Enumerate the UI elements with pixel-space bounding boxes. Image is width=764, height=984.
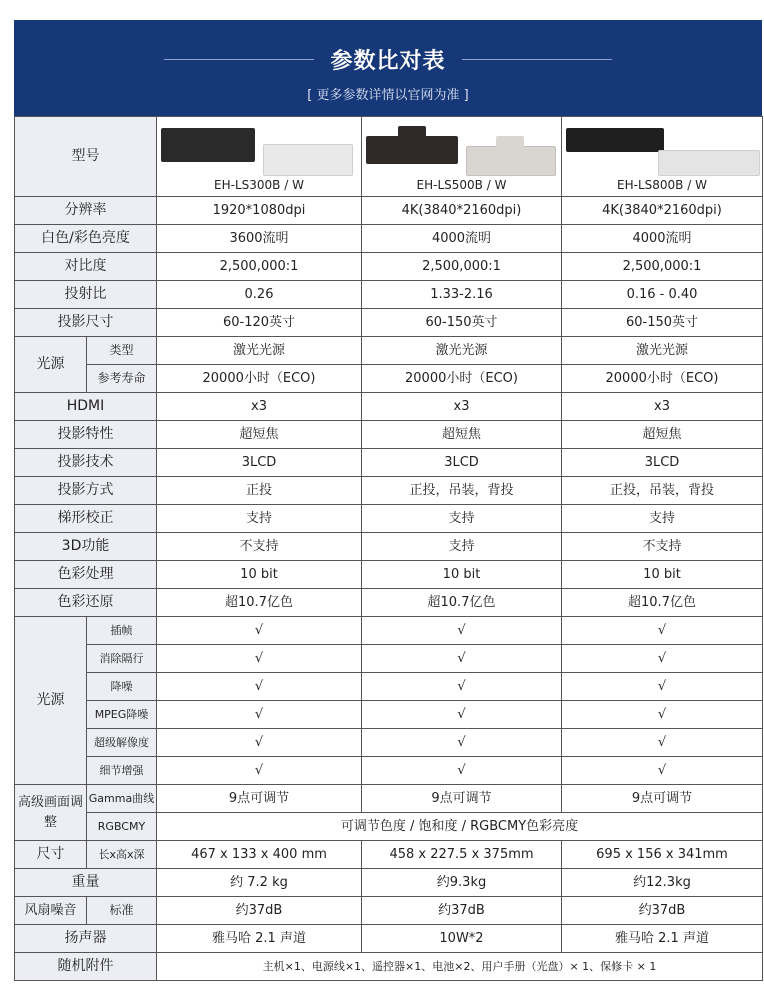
light-life-value: 20000小时（ECO): [362, 365, 562, 393]
color-proc-value: 10 bit: [562, 561, 763, 589]
light-life-value: 20000小时（ECO): [562, 365, 763, 393]
check-mark: √: [362, 757, 562, 785]
row-fan-noise: [15, 897, 763, 925]
proj-tech-value: 3LCD: [362, 449, 562, 477]
brightness-value: 4000流明: [562, 225, 763, 253]
speaker-value: 雅马哈 2.1 声道: [562, 925, 763, 953]
row-speaker: [15, 925, 763, 953]
gamma-value: 9点可调节: [362, 785, 562, 813]
row-deinterlace: [15, 645, 763, 673]
label-super-res: 超级解像度: [87, 729, 157, 757]
color-proc-value: 10 bit: [157, 561, 362, 589]
product-image-1: [157, 124, 361, 178]
row-light-type: [15, 337, 763, 365]
check-mark: √: [157, 701, 362, 729]
check-mark: √: [562, 617, 763, 645]
row-throw-ratio: [15, 281, 763, 309]
screen-size-value: 60-120英寸: [157, 309, 362, 337]
title-rule-right: [462, 59, 612, 60]
label-noise-red: 降噪: [87, 673, 157, 701]
keystone-value: 支持: [157, 505, 362, 533]
product-image-2: [362, 124, 561, 178]
label-frame-interp: 插帧: [87, 617, 157, 645]
proj-feature-value: 超短焦: [157, 421, 362, 449]
label-keystone: 梯形校正: [15, 505, 157, 533]
proj-mode-value: 正投，吊装，背投: [562, 477, 763, 505]
weight-value: 约12.3kg: [562, 869, 763, 897]
label-color-repro: 色彩还原: [15, 589, 157, 617]
color-repro-value: 超10.7亿色: [362, 589, 562, 617]
contrast-value: 2,500,000:1: [157, 253, 362, 281]
size-value: 458 x 227.5 x 375mm: [362, 841, 562, 869]
page-title: 参数比对表: [330, 49, 446, 74]
rgbcmy-value: 可调节色度 / 饱和度 / RGBCMY色彩亮度: [157, 813, 763, 841]
resolution-value: 1920*1080dpi: [157, 197, 362, 225]
row-noise-red: [15, 673, 763, 701]
model-cell-3: [562, 117, 763, 197]
check-mark: √: [157, 729, 362, 757]
size-value: 695 x 156 x 341mm: [562, 841, 763, 869]
label-deinterlace: 消除隔行: [87, 645, 157, 673]
resolution-value: 4K(3840*2160dpi): [362, 197, 562, 225]
check-mark: √: [157, 617, 362, 645]
proj-feature-value: 超短焦: [562, 421, 763, 449]
model-cell-1: [157, 117, 362, 197]
screen-size-value: 60-150英寸: [562, 309, 763, 337]
color-repro-value: 超10.7亿色: [157, 589, 362, 617]
throw-ratio-value: 1.33-2.16: [362, 281, 562, 309]
fan-noise-value: 约37dB: [362, 897, 562, 925]
model-name: EH-LS300B / W: [214, 178, 304, 192]
fan-noise-value: 约37dB: [562, 897, 763, 925]
row-3d: [15, 533, 763, 561]
label-accessories: 随机附件: [15, 953, 157, 981]
light-type-value: 激光光源: [562, 337, 763, 365]
projector-black-image: [161, 128, 255, 162]
proj-feature-value: 超短焦: [362, 421, 562, 449]
proj-mode-value: 正投，吊装，背投: [362, 477, 562, 505]
check-mark: √: [362, 729, 562, 757]
proj-tech-value: 3LCD: [562, 449, 763, 477]
label-fan-noise: 风扇噪音: [15, 897, 87, 925]
label-hdmi: HDMI: [15, 393, 157, 421]
row-model: [15, 117, 763, 197]
check-mark: √: [562, 729, 763, 757]
model-cell-2: [362, 117, 562, 197]
label-detail-enh: 细节增强: [87, 757, 157, 785]
label-fan-std: 标准: [87, 897, 157, 925]
spec-table: [14, 116, 763, 981]
check-mark: √: [362, 617, 562, 645]
row-weight: [15, 869, 763, 897]
title-rule-left: [164, 59, 314, 60]
check-mark: √: [362, 701, 562, 729]
check-mark: √: [562, 701, 763, 729]
hdmi-value: x3: [362, 393, 562, 421]
row-contrast: [15, 253, 763, 281]
row-screen-size: [15, 309, 763, 337]
check-mark: √: [562, 645, 763, 673]
label-light-life: 参考寿命: [87, 365, 157, 393]
spec-comparison-sheet: [14, 20, 762, 981]
check-mark: √: [157, 645, 362, 673]
contrast-value: 2,500,000:1: [362, 253, 562, 281]
throw-ratio-value: 0.26: [157, 281, 362, 309]
label-screen-size: 投影尺寸: [15, 309, 157, 337]
projector-white-image: [466, 146, 556, 176]
3d-value: 不支持: [157, 533, 362, 561]
label-light-type: 类型: [87, 337, 157, 365]
check-mark: √: [562, 673, 763, 701]
size-value: 467 x 133 x 400 mm: [157, 841, 362, 869]
row-brightness: [15, 225, 763, 253]
contrast-value: 2,500,000:1: [562, 253, 763, 281]
check-mark: √: [362, 645, 562, 673]
label-adv-adjust: 高级画面调整: [15, 785, 87, 841]
label-features-group: 光源: [15, 617, 87, 785]
label-light-source: 光源: [15, 337, 87, 393]
gamma-value: 9点可调节: [562, 785, 763, 813]
label-color-proc: 色彩处理: [15, 561, 157, 589]
row-gamma: [15, 785, 763, 813]
screen-size-value: 60-150英寸: [362, 309, 562, 337]
label-resolution: 分辨率: [15, 197, 157, 225]
row-detail-enh: [15, 757, 763, 785]
projector-white-image: [263, 144, 353, 176]
row-proj-feature: [15, 421, 763, 449]
label-throw-ratio: 投射比: [15, 281, 157, 309]
label-contrast: 对比度: [15, 253, 157, 281]
row-resolution: [15, 197, 763, 225]
projector-black-top-image: [398, 126, 426, 138]
gamma-value: 9点可调节: [157, 785, 362, 813]
label-proj-feature: 投影特性: [15, 421, 157, 449]
color-repro-value: 超10.7亿色: [562, 589, 763, 617]
row-proj-mode: [15, 477, 763, 505]
row-color-repro: [15, 589, 763, 617]
row-mpeg-nr: [15, 701, 763, 729]
projector-white-top-image: [496, 136, 524, 148]
check-mark: √: [157, 757, 362, 785]
3d-value: 支持: [362, 533, 562, 561]
row-accessories: [15, 953, 763, 981]
projector-black-image: [366, 136, 458, 164]
accessories-value: 主机×1、电源线×1、遥控器×1、电池×2、用户手册（光盘）× 1、保修卡 × 1: [157, 953, 763, 981]
product-image-3: [562, 124, 762, 178]
label-size: 尺寸: [15, 841, 87, 869]
projector-black-image: [566, 128, 664, 152]
label-speaker: 扬声器: [15, 925, 157, 953]
label-proj-mode: 投影方式: [15, 477, 157, 505]
row-color-proc: [15, 561, 763, 589]
speaker-value: 雅马哈 2.1 声道: [157, 925, 362, 953]
check-mark: √: [362, 673, 562, 701]
proj-tech-value: 3LCD: [157, 449, 362, 477]
label-size-sub: 长x高x深: [87, 841, 157, 869]
throw-ratio-value: 0.16 - 0.40: [562, 281, 763, 309]
3d-value: 不支持: [562, 533, 763, 561]
row-keystone: [15, 505, 763, 533]
weight-value: 约 7.2 kg: [157, 869, 362, 897]
row-rgbcmy: [15, 813, 763, 841]
keystone-value: 支持: [362, 505, 562, 533]
proj-mode-value: 正投: [157, 477, 362, 505]
label-model: 型号: [15, 117, 157, 197]
check-mark: √: [157, 673, 362, 701]
page-subtitle: [ 更多参数详情以官网为准 ]: [307, 88, 469, 103]
fan-noise-value: 约37dB: [157, 897, 362, 925]
brightness-value: 4000流明: [362, 225, 562, 253]
brightness-value: 3600流明: [157, 225, 362, 253]
check-mark: √: [562, 757, 763, 785]
label-gamma: Gamma曲线: [87, 785, 157, 813]
row-proj-tech: [15, 449, 763, 477]
color-proc-value: 10 bit: [362, 561, 562, 589]
light-life-value: 20000小时（ECO): [157, 365, 362, 393]
label-rgbcmy: RGBCMY: [87, 813, 157, 841]
keystone-value: 支持: [562, 505, 763, 533]
row-super-res: [15, 729, 763, 757]
light-type-value: 激光光源: [157, 337, 362, 365]
light-type-value: 激光光源: [362, 337, 562, 365]
model-name: EH-LS800B / W: [617, 178, 707, 192]
label-brightness: 白色/彩色亮度: [15, 225, 157, 253]
speaker-value: 10W*2: [362, 925, 562, 953]
hdmi-value: x3: [157, 393, 362, 421]
projector-white-image: [658, 150, 760, 176]
label-3d: 3D功能: [15, 533, 157, 561]
row-size: [15, 841, 763, 869]
resolution-value: 4K(3840*2160dpi): [562, 197, 763, 225]
header-banner: [14, 20, 762, 116]
model-name: EH-LS500B / W: [416, 178, 507, 192]
label-weight: 重量: [15, 869, 157, 897]
label-proj-tech: 投影技术: [15, 449, 157, 477]
row-frame-interp: [15, 617, 763, 645]
hdmi-value: x3: [562, 393, 763, 421]
label-mpeg-nr: MPEG降噪: [87, 701, 157, 729]
weight-value: 约9.3kg: [362, 869, 562, 897]
row-light-life: [15, 365, 763, 393]
row-hdmi: [15, 393, 763, 421]
